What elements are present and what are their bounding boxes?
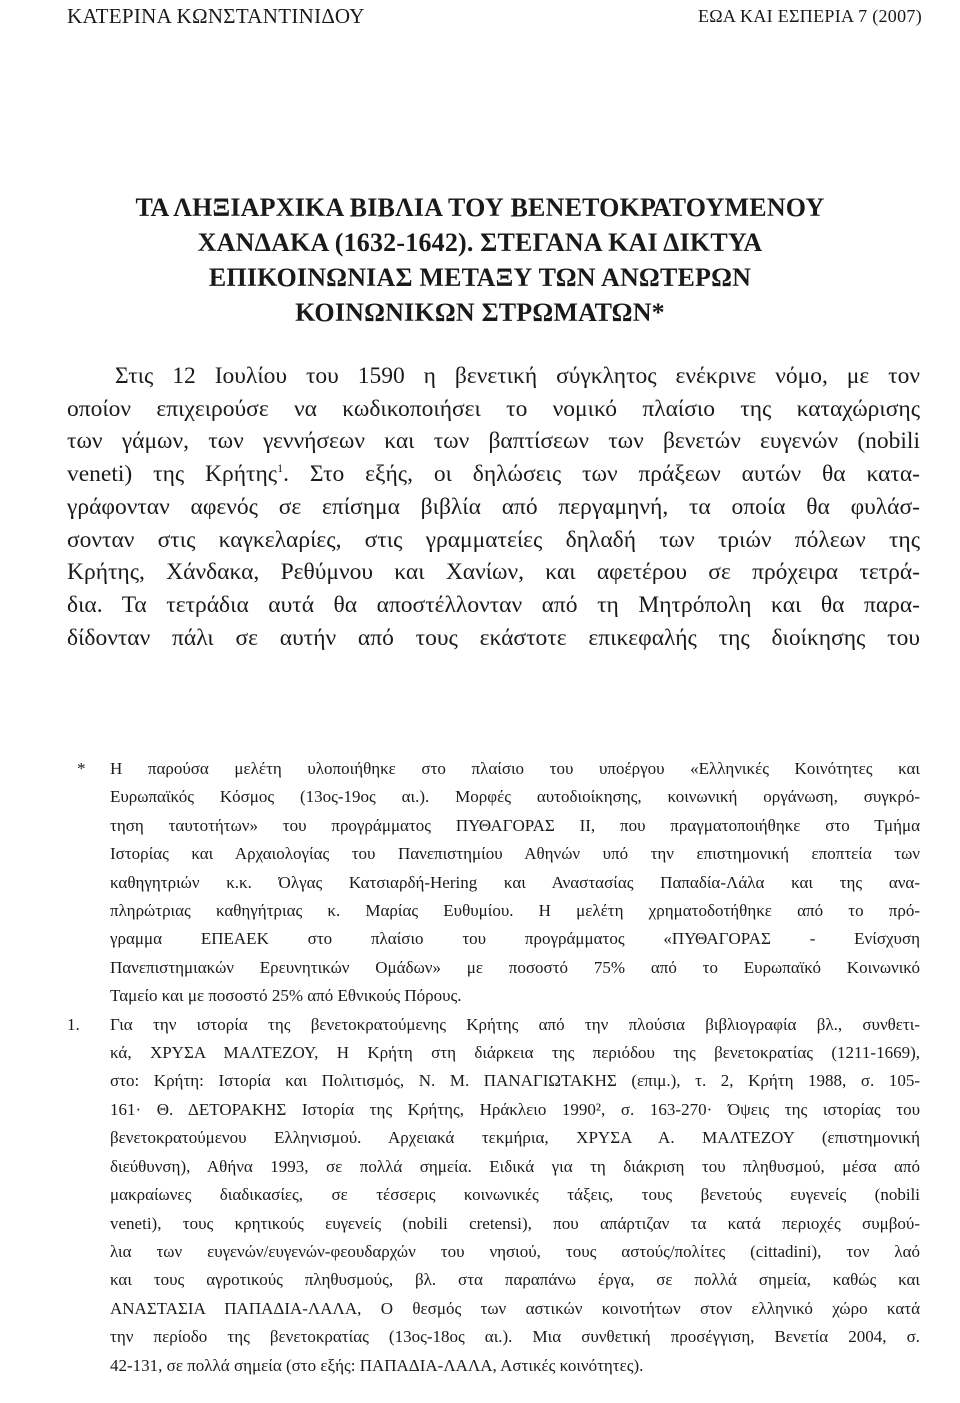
footnote-line: γραμμα ΕΠΕΑΕΚ στο πλαίσιο του προγράμματος «ΠΥΘΑΓΟΡΑΣ - Ενίσχυση bbox=[110, 929, 920, 949]
footnote-line: πληρώτριας καθηγήτριας κ. Μαρίας Ευθυμίου. Η μελέτη χρηματοδοτήθηκε από το πρό- bbox=[110, 901, 920, 921]
footnote-line: 42-131, σε πολλά σημεία (στο εξής: ΠΑΠΑΔΙΑ-ΛΑΛΑ, Αστικές κοινότητες). bbox=[110, 1355, 644, 1375]
footnote-line: Η παρούσα μελέτη υλοποιήθηκε στο πλαίσιο του υποέργου «Ελληνικές Κοινότητες και bbox=[110, 759, 920, 778]
footnote-line: veneti), τους κρητικούς ευγενείς (nobili cretensi), που απάρτιζαν τα κατά περιοχές συμβού- bbox=[110, 1213, 920, 1233]
body-line: των γάμων, των γεννήσεων και των βαπτίσεων των βενετών ευγενών (nobili bbox=[67, 428, 920, 455]
footnote-line: στο: Κρήτη: Ιστορία και Πολιτισμός, Ν. Μ. ΠΑΝΑΓΙΩΤΑΚΗΣ (επιμ.), τ. 2, Κρήτη 1988, σ. 105- bbox=[110, 1071, 920, 1091]
footnote-line: τηση ταυτοτήτων» του προγράμματος ΠΥΘΑΓΟΡΑΣ ΙΙ, που πραγματοποιήθηκε στο Τμήμα bbox=[110, 815, 920, 835]
footnote-line: Για την ιστορία της βενετοκρατούμενης Κρήτης από την πλούσια βιβλιογραφία βλ., συνθετι- bbox=[110, 1014, 920, 1034]
body-line: γράφονταν αφενός σε επίσημα βιβλία από περγαμηνή, τα οποία θα φυλάσ- bbox=[67, 493, 920, 520]
footnote-line: και τους αγροτικούς πληθυσμούς, βλ. στα παραπάνω έργα, σε πολλά σημεία, καθώς και bbox=[110, 1270, 920, 1290]
body-line: δια. Τα τετράδια αυτά θα αποστέλλονταν από τη Μητρόπολη και θα παρα- bbox=[67, 591, 920, 618]
footnote-mark: 1. bbox=[67, 1014, 80, 1034]
footnotes bbox=[67, 755, 920, 1380]
footnote-line: βενετοκρατούμενου Ελληνισμού. Αρχειακά τεκμήρια, ΧΡΥΣΑ Α. ΜΑΛΤΕΖΟΥ (επιστημονική bbox=[110, 1128, 920, 1148]
footnote-line: μακραίωνες διαδικασίες, σε τέσσερις κοινωνικές τάξεις, τους βενετούς ευγενείς (nobili bbox=[110, 1185, 920, 1205]
title-line: ΧΑΝΔΑΚΑ (1632-1642). ΣΤΕΓΑΝΑ ΚΑΙ ΔΙΚΤΥΑ bbox=[197, 228, 763, 257]
header-journal: ΕΩΑ ΚΑΙ ΕΣΠΕΡΙΑ 7 (2007) bbox=[697, 6, 922, 26]
footnote-line: Πανεπιστημιακών Ερευνητικών Ομάδων» με ποσοστό 75% από το Ευρωπαϊκό Κοινωνικό bbox=[110, 957, 920, 977]
body-line-part: veneti) της Κρήτης bbox=[67, 461, 278, 488]
running-header bbox=[67, 4, 922, 36]
footnote-line: λια των ευγενών/ευγενών-φεουδαρχών του νησιού, τους αστούς/πολίτες (cittadini), τον λαό bbox=[110, 1241, 920, 1261]
footnote-line: ΑΝΑΣΤΑΣΙΑ ΠΑΠΑΔΙΑ-ΛΑΛΑ, Ο θεσμός των αστικών κοινοτήτων στον ελληνικό χώρο κατά bbox=[110, 1298, 920, 1318]
footnote-line: Ιστορίας και Αρχαιολογίας του Πανεπιστημίου Αθηνών υπό την επιστημονική εποπτεία των bbox=[110, 844, 920, 864]
header-author: ΚΑΤΕΡΙΝΑ ΚΩΝΣΤΑΝΤΙΝΙΔΟΥ bbox=[67, 4, 365, 28]
body-line: Στις 12 Ιουλίου του 1590 η βενετική σύγκλητος ενέκρινε νόμο, με τον bbox=[115, 363, 920, 389]
body-line-part: . Στο εξής, οι δηλώσεις των πράξεων αυτών θα κατα- bbox=[283, 461, 920, 488]
title-line: ΕΠΙΚΟΙΝΩΝΙΑΣ ΜΕΤΑΞΥ ΤΩΝ ΑΝΩΤΕΡΩΝ bbox=[208, 263, 752, 292]
body-line-with-footnote bbox=[67, 458, 920, 491]
footnote-line: καθηγητριών κ.κ. Όλγας Κατσιαρδή-Hering και Αναστασίας Παπαδία-Λάλα και της ανα- bbox=[110, 872, 920, 892]
footnote-star bbox=[67, 755, 920, 1011]
footnote-line: κά, ΧΡΥΣΑ ΜΑΛΤΕΖΟΥ, Η Κρήτη στη διάρκεια της περιόδου της βενετοκρατίας (1211-1669), bbox=[110, 1043, 920, 1063]
footnote-line: διεύθυνση), Αθήνα 1993, σε πολλά σημεία. Ειδικά για τη διάκριση του πληθυσμού, μέσα από bbox=[110, 1156, 920, 1176]
footnote-mark: * bbox=[77, 759, 86, 778]
footnote-line: 161· Θ. ΔΕΤΟΡΑΚΗΣ Ιστορία της Κρήτης, Ηράκλειο 1990², σ. 163-270· Όψεις της ιστορίας του bbox=[110, 1099, 920, 1119]
title-line: ΚΟΙΝΩΝΙΚΩΝ ΣΤΡΩΜΑΤΩΝ* bbox=[295, 298, 665, 327]
title-line: ΤΑ ΛΗΞΙΑΡΧΙΚΑ ΒΙΒΛΙΑ ΤΟΥ ΒΕΝΕΤΟΚΡΑΤΟΥΜΕΝΟΥ bbox=[135, 193, 825, 222]
footnote-line: Ευρωπαϊκός Κόσμος (13ος-19ος αι.). Μορφές αυτοδιοίκησης, κοινωνική οργάνωση, συγκρό- bbox=[110, 787, 920, 807]
footnote-line: την περίοδο της βενετοκρατίας (13ος-18ος αι.). Μια συνθετική προσέγγιση, Βενετία 2004, σ. bbox=[110, 1327, 920, 1347]
footnote-line: Ταμείο και με ποσοστό 25% από Εθνικούς Πόρους. bbox=[110, 986, 462, 1006]
body-line: οποίον επιχειρούσε να κωδικοποιήσει το νομικό πλαίσιο της καταχώρισης bbox=[67, 395, 920, 422]
body-line: σονταν στις καγκελαρίες, στις γραμματείες δηλαδή των τριών πόλεων της bbox=[67, 526, 920, 553]
footnote-1 bbox=[67, 1011, 920, 1380]
body-line: δίδονταν πάλι σε αυτήν από τους εκάστοτε επικεφαλής της διοίκησης του bbox=[67, 624, 920, 651]
footnote-ref[interactable]: 1 bbox=[277, 461, 284, 476]
body-line: Κρήτης, Χάνδακα, Ρεθύμνου και Χανίων, και αφετέρου σε πρόχειρα τετρά- bbox=[67, 559, 920, 586]
article-title bbox=[70, 190, 890, 330]
body-paragraph bbox=[67, 360, 920, 654]
